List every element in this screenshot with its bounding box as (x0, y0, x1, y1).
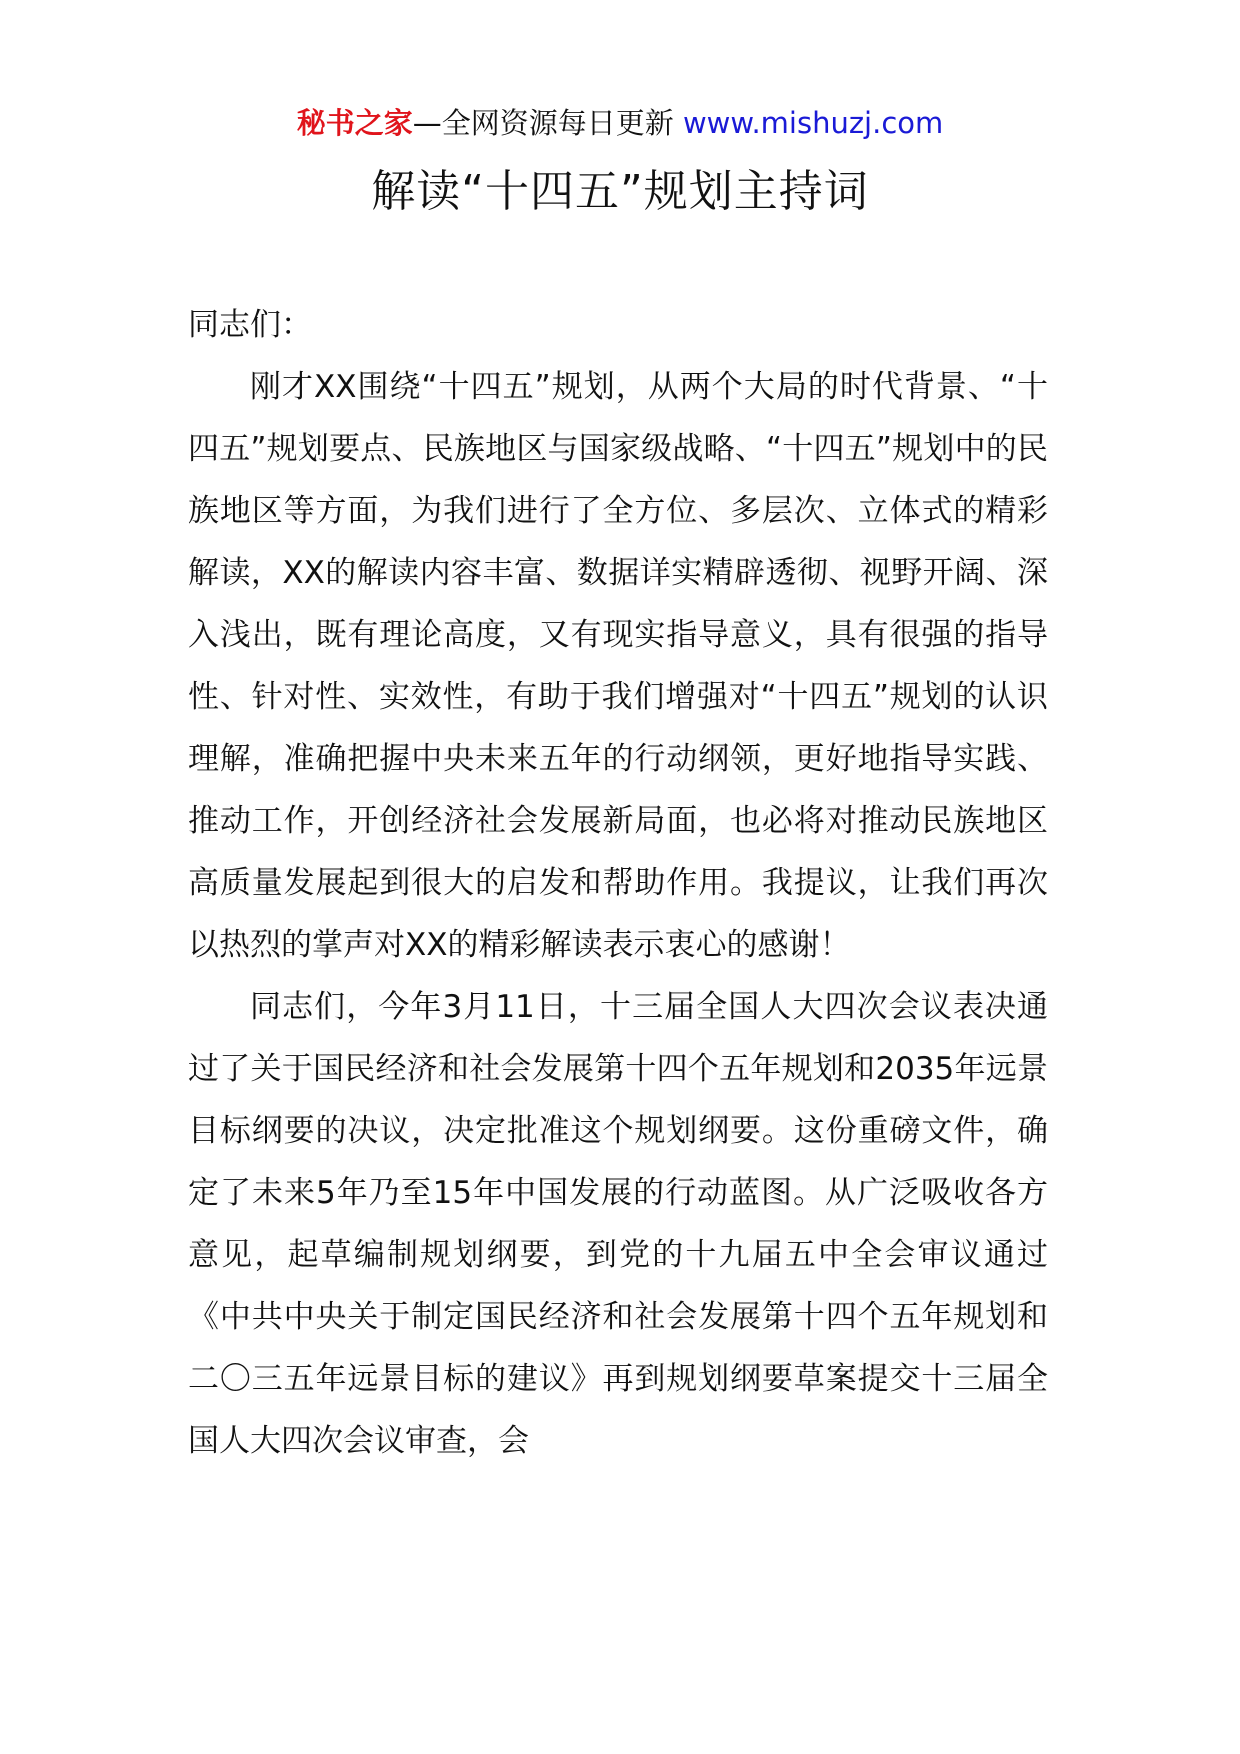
site-header (0, 100, 1240, 146)
document-title: 解读“十四五”规划主持词 (371, 166, 869, 217)
brand-name: 秘书之家 (296, 106, 413, 140)
header-tagline: —全网资源每日更新 (412, 106, 683, 140)
site-url-link[interactable]: www.mishuzj.com (682, 106, 944, 140)
paragraph-2: 同志们，今年3月11日，十三届全国人大四次会议表决通过了关于国民经济和社会发展第十四个五年规划和2035年远景目标纲要的决议，决定批准这个规划纲要。这份重磅文件，确定了未来5年乃至15年中国发展的行动蓝图。从广泛吸收各方意见，起草编制规划纲要，到党的十九届五中全会审议通过《中共中央关于制定国民经济和社会发展第十四个五年规划和二〇三五年远景目标的建议》再到规划纲要草案提交十三届全国人大四次会议审查，会 (188, 989, 1048, 1459)
document-body (188, 294, 1048, 1472)
paragraph-1: 刚才XX围绕“十四五”规划，从两个大局的时代背景、“十四五”规划要点、民族地区与国家级战略、“十四五”规划中的民族地区等方面，为我们进行了全方位、多层次、立体式的精彩解读，XX的解读内容丰富、数据详实精辟透彻、视野开阔、深入浅出，既有理论高度，又有现实指导意义，具有很强的指导性、针对性、实效性，有助于我们增强对“十四五”规划的认识理解，准确把握中央未来五年的行动纲领，更好地指导实践、推动工作，开创经济社会发展新局面，也必将对推动民族地区高质量发展起到很大的启发和帮助作用。我提议，让我们再次以热烈的掌声对XX的精彩解读表示衷心的感谢！ (188, 369, 1048, 963)
salutation: 同志们： (188, 307, 312, 343)
